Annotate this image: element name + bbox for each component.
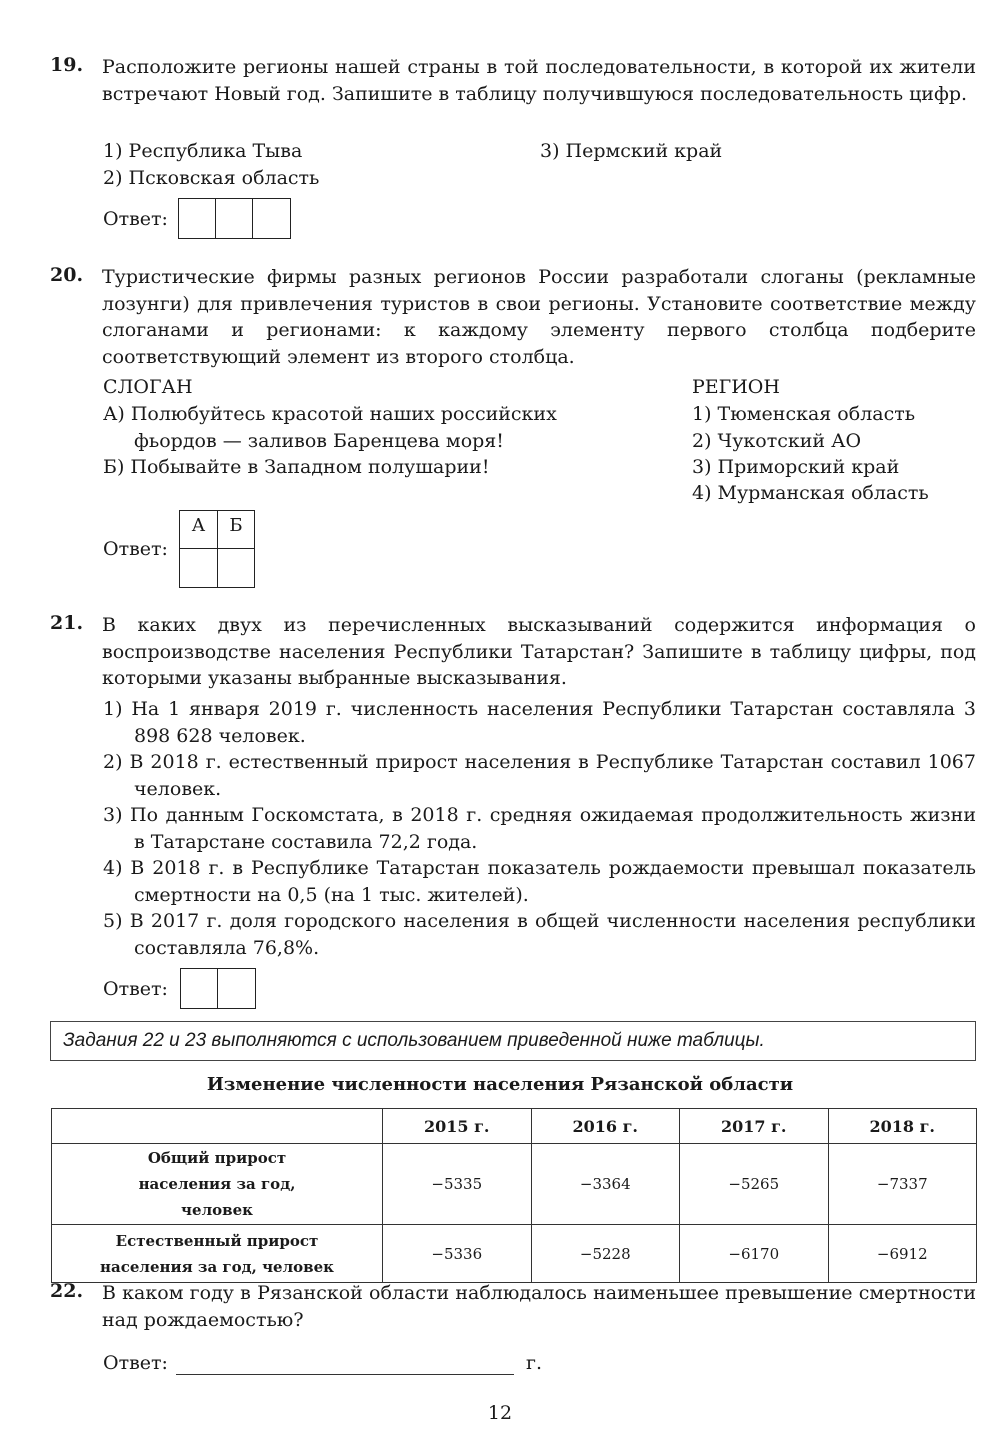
- answer-header-b: Б: [229, 515, 243, 536]
- task-19: [50, 54, 976, 107]
- year-header: 2015 г.: [383, 1109, 532, 1144]
- table-cell: −6170: [680, 1225, 829, 1283]
- answer-label: Ответ:: [103, 208, 168, 230]
- table-header-row: [52, 1109, 977, 1144]
- table-cell: −7337: [828, 1144, 977, 1225]
- task-number: 20.: [50, 264, 84, 286]
- task-21: [50, 612, 976, 692]
- year-header: 2017 г.: [680, 1109, 829, 1144]
- table-cell: −5228: [531, 1225, 680, 1283]
- year-header: 2016 г.: [531, 1109, 680, 1144]
- answer-cell[interactable]: [179, 199, 216, 238]
- table-row: [52, 1225, 977, 1283]
- column-header-region: РЕГИОН: [692, 376, 780, 398]
- task-number: 21.: [50, 612, 84, 634]
- task-text: В каких двух из перечисленных высказываний содержится информация о воспроизводстве населения Республики Татарстан? Запишите в таблицу цифры, под которыми указаны выбранные высказывания.: [102, 614, 976, 689]
- statement-4: 4) В 2018 г. в Республике Татарстан показатель рождаемости превышал показатель смертности на 0,5 (на 1 тыс. жителей).: [103, 857, 976, 906]
- statements-list: [103, 696, 976, 961]
- slogan-a: А) Полюбуйтесь красотой наших российских: [103, 403, 557, 425]
- answer-label: Ответ:: [103, 538, 168, 560]
- table-cell: −3364: [531, 1144, 680, 1225]
- table-title: Изменение численности населения Рязанской области: [206, 1074, 794, 1095]
- answer-cell[interactable]: [253, 199, 290, 238]
- answer-cell[interactable]: [216, 199, 253, 238]
- answer-suffix: г.: [526, 1352, 542, 1374]
- row-label: Общий прирост населения за год, человек: [52, 1144, 383, 1225]
- population-table: [51, 1108, 977, 1283]
- task-20: [50, 264, 976, 370]
- task-text: Расположите регионы нашей страны в той последовательности, в которой их жители встречают Новый год. Запишите в таблицу получившуюся последовательность цифр.: [102, 56, 976, 105]
- slogan-a-cont: фьордов — заливов Баренцева моря!: [134, 430, 504, 452]
- answer-box-19[interactable]: [178, 198, 291, 239]
- task-number: 22.: [50, 1280, 84, 1302]
- answer-line-22[interactable]: [176, 1352, 514, 1375]
- table-row: [52, 1144, 977, 1225]
- table-cell: −5336: [383, 1225, 532, 1283]
- option-3: 3) Пермский край: [540, 140, 723, 162]
- slogan-b: Б) Побывайте в Западном полушарии!: [103, 456, 490, 478]
- statement-2: 2) В 2018 г. естественный прирост населения в Республике Татарстан составил 1067 человек.: [103, 751, 976, 800]
- region-3: 3) Приморский край: [692, 456, 900, 478]
- table-corner-cell: [52, 1109, 383, 1144]
- option-1: 1) Республика Тыва: [103, 140, 303, 162]
- answer-cell[interactable]: [181, 969, 218, 1008]
- answer-label: Ответ:: [103, 1352, 168, 1374]
- task-text: В каком году в Рязанской области наблюдалось наименьшее превышение смертности над рождаемостью?: [102, 1282, 976, 1331]
- option-2: 2) Псковская область: [103, 167, 320, 189]
- table-cell: −6912: [828, 1225, 977, 1283]
- year-header: 2018 г.: [828, 1109, 977, 1144]
- answer-box-20[interactable]: [179, 510, 255, 588]
- statement-1: 1) На 1 января 2019 г. численность населения Республики Татарстан составляла 3 898 628 человек.: [103, 698, 976, 747]
- region-2: 2) Чукотский АО: [692, 430, 862, 452]
- answer-box-21[interactable]: [180, 968, 256, 1009]
- region-1: 1) Тюменская область: [692, 403, 916, 425]
- task-22: [50, 1280, 976, 1333]
- table-cell: −5335: [383, 1144, 532, 1225]
- column-header-slogan: СЛОГАН: [103, 376, 193, 398]
- answer-label: Ответ:: [103, 978, 168, 1000]
- statement-5: 5) В 2017 г. доля городского населения в общей численности населения республики составляла 76,8%.: [103, 910, 976, 959]
- statement-3: 3) По данным Госкомстата, в 2018 г. средняя ожидаемая продолжительность жизни в Татарстане составила 72,2 года.: [103, 804, 976, 853]
- region-4: 4) Мурманская область: [692, 482, 929, 504]
- page-number: 12: [487, 1402, 513, 1424]
- row-label: Естественный прирост населения за год, человек: [52, 1225, 383, 1283]
- table-cell: −5265: [680, 1144, 829, 1225]
- answer-header-a: А: [191, 515, 206, 536]
- instruction-note: Задания 22 и 23 выполняются с использованием приведенной ниже таблицы.: [50, 1021, 976, 1061]
- answer-cell[interactable]: [218, 969, 255, 1008]
- task-text: Туристические фирмы разных регионов России разработали слоганы (рекламные лозунги) для привлечения туристов в свои регионы. Установите соответствие между слоганами и регионами: к каждому элементу первого столбца подберите соответствующий элемент из второго столбца.: [102, 266, 976, 368]
- task-number: 19.: [50, 54, 84, 76]
